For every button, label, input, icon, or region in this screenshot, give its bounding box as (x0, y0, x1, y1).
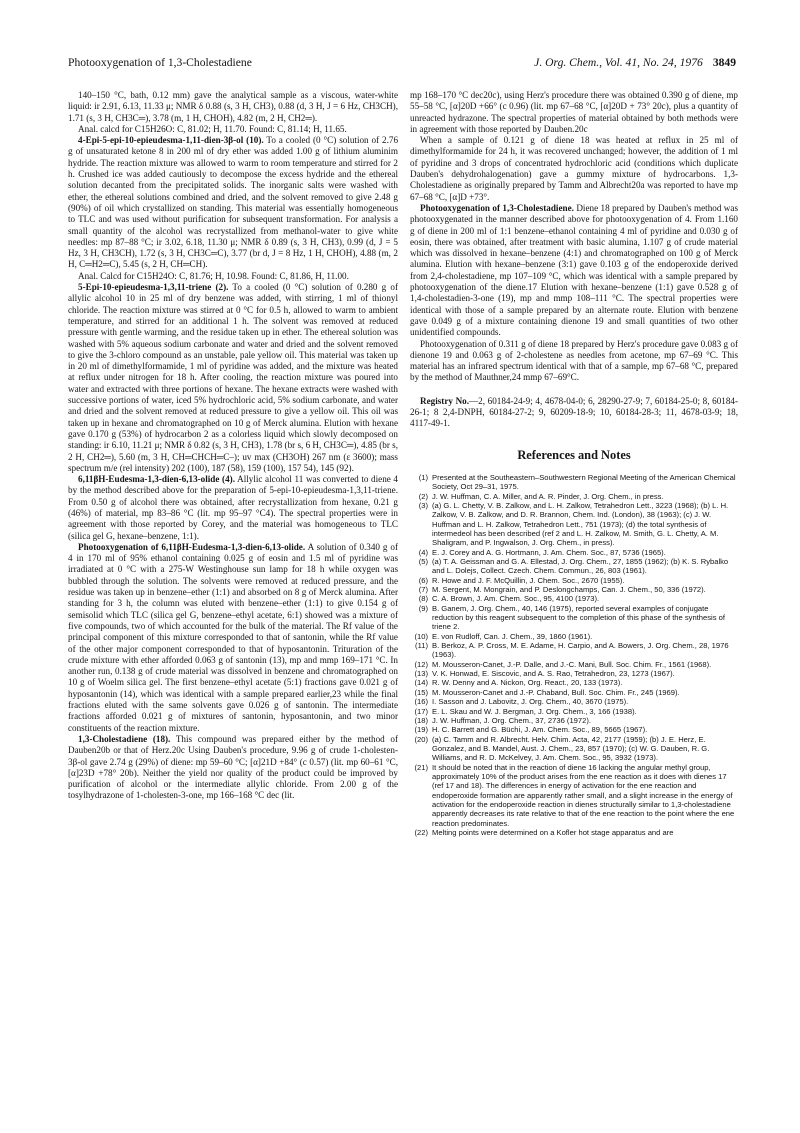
references-heading: References and Notes (517, 447, 631, 462)
paragraph (68, 90, 398, 124)
reference-text: (a) C. Tamm and R. Albrecht. Helv. Chim. Acta, 42, 2177 (1959); (b) J. E. Herz, E. Gonzalez, and B. Mandel, Aust. J. Chem., 23, 857 (1970); (c) W. G. Dauben, R. G. Williams, and R. D. McKelvey, J. Am. Chem. Soc., 95, 3932 (1973). (432, 734, 710, 763)
paragraph (410, 339, 738, 384)
references-list (410, 473, 738, 837)
reference-item (410, 576, 738, 585)
reference-number: (18) (414, 715, 428, 725)
reference-text: (a) G. L. Chetty, V. B. Zalkow, and L. H. Zalkow, Tetrahedron Lett., 3223 (1968); (b) L. H. Zalkow, V. B. Zalkow, and D. R. Brannon, Chem. Ind. (London), 38 (1963); (c) J. W. Huffman and L. H. Zalkow, Tetrahedron Lett., 751 (1973); (d) the total synthesis of intermedeol has been described (ref 2 and L. H. Zalkow, M. Smith, G. L. Chetty, A. M. Shaligram, and P. Ingwalson, J. Org. Chem., in press). (432, 500, 729, 548)
reference-number: (5) (418, 557, 428, 566)
reference-number: (15) (414, 687, 428, 697)
reference-text: H. C. Barrett and G. Büchi, J. Am. Chem. Soc., 89, 5665 (1967). (432, 725, 648, 735)
paragraph (410, 135, 738, 203)
left-column (68, 90, 398, 802)
reference-text: E. J. Corey and A. G. Hortmann, J. Am. Chem. Soc., 87, 5736 (1965). (432, 547, 666, 557)
reference-text: C. A. Brown, J. Am. Chem. Soc., 95, 4100 (1973). (432, 594, 600, 604)
reference-text: (a) T. A. Geissman and G. A. Ellestad, J. Org. Chem., 27, 1855 (1962); (b) K. S. Rybalko and L. Dolejs, Collect. Czech. Chem. Commun., 26, 803 (1961). (432, 557, 729, 576)
reference-number: (12) (414, 659, 428, 669)
reference-text: R. W. Denny and A. Nickon, Org. React., 20, 133 (1973). (432, 678, 623, 688)
paragraph (68, 124, 398, 135)
paragraph-text: Anal. calcd for C15H26O: C, 81.02; H, 11.70. Found: C, 81.14; H, 11.65. (78, 123, 347, 134)
reference-item (410, 473, 738, 492)
paragraph-heading: 4-Epi-5-epi-10-epieudesma-1,11-dien-3β-ol (10). (78, 135, 264, 146)
paragraph-text: Photooxygenation of 0.311 g of diene 18 prepared by Herz's procedure gave 0.083 g of dienone 19 and 0.063 g of 2-cholestene as needles from acetone, mp 67–69 °C. This material has an infrared spectrum identical with that of a sample, mp 67–68 °C, prepared by the method of Mauthner,24 mmp 67–69°C. (410, 338, 738, 383)
running-title: Photooxygenation of 1,3-Cholestadiene (68, 56, 252, 69)
reference-number: (11) (415, 641, 428, 651)
journal-citation (534, 56, 736, 69)
registry-numbers (410, 396, 738, 430)
reference-number: (17) (414, 706, 428, 716)
reference-item (410, 548, 738, 557)
reference-item (410, 669, 738, 678)
reference-item (410, 697, 738, 706)
reference-item (410, 557, 738, 576)
reference-number: (9) (418, 603, 428, 613)
reference-item (410, 763, 738, 828)
right-column (410, 90, 738, 837)
reference-number: (19) (414, 725, 428, 735)
reference-number: (20) (414, 734, 428, 744)
reference-number: (3) (418, 500, 428, 510)
paragraph-text: 140–150 °C, bath, 0.12 mm) gave the analytical sample as a viscous, water-white liquid: ir 2.91, 6.13, 11.33 μ; NMR δ 0.88 (s, 3 H, CH3), 0.88 (d, 3 H, J = 6 Hz, CH3CH), 1.71 (s, 3 H, CH3C═), 3.78 (m, 1 H, CHOH), 4.82 (m, 2 H, CH2═). (68, 90, 398, 123)
paragraph-text: A solution of 0.340 g of 4 in 170 ml of 95% ethanol containing 0.025 g of eosin and 1.5 ml of pyridine was irradiated at 0 °C with a 275-W Westinghouse sun lamp for 18 h while oxygen was bubbled through the solution. The solvents were removed at reduced pressure, and the residue was taken up in benzene–ether (1:1) and absorbed on 8 g of Merck alumina. After standing for 3 h, the column was eluted with benzene–ether (1:1) to give 0.154 g of semisolid which TLC (silica gel G, benzene–ethyl acetate, 6:1) showed was a mixture of five compounds, two of which accounted for the bulk of the material. The Rf value of the principal component of this mixture corresponded to that of santonin, while the Rf value of the other major component corresponded to that of hyposantonin. Trituration of the crude mixture with ether afforded 0.063 g of santonin (13), mp and mmp 169–171 °C. In another run, 0.138 g of crude material was dissolved in benzene and chromatographed on 10 g of Woelm silica gel. The first benzene–ethyl acetate (5:1) fractions gave 0.021 g of hyposantonin (14), which was identical with a sample prepared earlier,23 while the final fractions eluted with the same solvents gave 0.026 g of santonin. The intermediate fractions afforded 0.021 g of mixtures of santonin, hyposantonin, and two minor constituents of the reaction mixture. (68, 541, 398, 733)
reference-text: E. von Rudloff, Can. J. Chem., 39, 1860 (1961). (432, 631, 593, 641)
paragraph-text: To a cooled (0 °C) solution of 0.280 g of allylic alcohol 10 in 25 ml of dry benzene was added, with stirring, 1 ml of thionyl chloride. The reaction mixture was stirred at 0 °C for 0.5 h, allowed to warm to ambient temperature, and stirred for an additional 1 h. The solvent was removed at reduced pressure with gentle warming, and the residue taken up in ether. The ethereal solution was washed with 5% aqueous sodium carbonate and water and dried and the solvent removed to give the 3-chloro compound as an unstable, pale yellow oil. This material was taken up in 20 ml of dimethylformamide, 1 ml of pyridine was added, and the mixture was heated at reflux under nitrogen for 18 h. After cooling, the reaction mixture was poured into water and extracted with three portions of hexane. The hexane extracts were washed with successive portions of water, iced 5% hydrochloric acid, 5% sodium carbonate, and water and dried and the solvent removed at reduced pressure to give a yellow oil. This oil was taken up in hexane and chromatographed on 10 g of Merck alumina. Elution with hexane gave 0.170 g (53%) of hydrocarbon 2 as a colorless liquid which slowly decomposed on standing: ir 6.10, 11.21 μ; NMR δ 0.82 (s, 3 H, CH3), 1.78 (br s, 6 H, CH3C═), 4.85 (br s, 2 H, CH2═), 5.60 (m, 3 H, CH═CHCH═C–); uv max (CH3OH) 267 nm (ε 3600); mass spectrum m/e (rel intensity) 202 (100), 187 (58), 159 (100), 157 54), 145 (92). (68, 282, 398, 473)
reference-item (410, 501, 738, 548)
reference-text: J. W. Huffman, C. A. Miller, and A. R. Pinder, J. Org. Chem., in press. (432, 491, 664, 501)
paragraph-text: mp 168–170 °C dec20c), using Herz's procedure there was obtained 0.390 g of diene, mp 55–58 °C, [α]20D +66° (c 0.96) (lit. mp 67–68 °C, [α]20D + 73° 20c), plus a quantity of unreacted hydrazone. The spectral properties of material obtained by both methods were in agreement with those reported by Dauben.20c (410, 90, 738, 134)
reference-number: (1) (418, 472, 428, 482)
reference-number: (7) (418, 585, 428, 595)
registry-label: Registry No. (420, 395, 470, 406)
reference-number: (13) (414, 669, 428, 679)
paragraph-heading: Photooxygenation of 6,11βH-Eudesma-1,3-dien-6,13-olide. (78, 541, 306, 552)
paragraph (68, 282, 398, 474)
paragraph-heading: 6,11βH-Eudesma-1,3-dien-6,13-olide (4). (78, 474, 235, 485)
reference-text: M. Mousseron-Canet and J.-P. Chaband, Bull. Soc. Chim. Fr., 245 (1969). (432, 687, 680, 697)
paragraph (410, 203, 738, 339)
reference-item (410, 585, 738, 594)
reference-item (410, 632, 738, 641)
reference-number: (8) (418, 594, 428, 604)
reference-item (410, 707, 738, 716)
reference-number: (22) (414, 827, 428, 837)
reference-text: Melting points were determined on a Kofler hot stage apparatus and are (432, 827, 674, 837)
reference-text: B. Berkoz, A. P. Cross, M. E. Adame, H. Carpio, and A. Bowers, J. Org. Chem., 28, 1976 (1963). (432, 641, 729, 660)
paragraph-heading: 5-Epi-10-epieudesma-1,3,11-triene (2). (78, 282, 229, 293)
reference-item (410, 641, 738, 660)
reference-item (410, 716, 738, 725)
reference-text: I. Sasson and J. Labovitz, J. Org. Chem., 40, 3670 (1975). (432, 697, 629, 707)
reference-item (410, 735, 738, 763)
reference-text: V. K. Honwad, E. Siscovic, and A. S. Rao, Tetrahedron, 23, 1273 (1967). (432, 669, 675, 679)
right-column-body (410, 90, 738, 384)
reference-text: J. W. Huffman, J. Org. Chem., 37, 2736 (1972). (432, 715, 591, 725)
reference-item (410, 594, 738, 603)
journal-name: J. Org. Chem., Vol. 41, No. 24, 1976 (534, 56, 703, 69)
paragraph-heading: Photooxygenation of 1,3-Cholestadiene. (420, 202, 574, 213)
reference-item (410, 660, 738, 669)
reference-number: (2) (418, 491, 428, 501)
reference-number: (14) (414, 678, 428, 688)
paragraph (68, 271, 398, 282)
registry-text: —2, 60184-24-9; 4, 4678-04-0; 6, 28290-27-9; 7, 60184-25-0; 8, 60184-26-1; 8 2,4-DNPH, 60184-27-2; 9, 60209-18-9; 10, 60184-28-3; 11, 4678-03-9; 18, 4117-49-1. (410, 395, 738, 429)
reference-text: R. Howe and J. F. McQuillin, J. Chem. Soc., 2670 (1955). (432, 575, 625, 585)
reference-text: M. Sergent, M. Mongrain, and P. Deslongchamps, Can. J. Chem., 50, 336 (1972). (432, 585, 706, 595)
paragraph (68, 474, 398, 542)
reference-item (410, 492, 738, 501)
reference-item (410, 828, 738, 837)
paragraph-text: This compound was prepared either by the method of Dauben20b or that of Herz.20c Using Dauben's procedure, 9.96 g of crude 1-cholesten-3β-ol gave 2.74 g (29%) of diene: mp 59–60 °C; [α]21D +84° (c 0.57) (lit. mp 60–61 °C, [α]23D +78° 20b). Neither the yield nor quality of the product could be improved by purification of alcohol or the intermediate allylic chloride. From 2.00 g of the tosylhydrazone of 1-cholesten-3-one, mp 166–168 °C dec (lit. (68, 733, 398, 801)
reference-number: (10) (414, 631, 428, 641)
reference-text: Presented at the Southeastern–Southwestern Regional Meeting of the American Chemical Society, Oct 29–31, 1975. (432, 472, 736, 492)
paragraph (68, 135, 398, 271)
reference-text: E. L. Skau and W. J. Bergman, J. Org. Chem., 3, 166 (1938). (432, 706, 637, 716)
paragraph-text: When a sample of 0.121 g of diene 18 was heated at reflux in 25 ml of dimethylformamide for 24 h, it was recovered unchanged; however, the addition of 1 ml of pyridine and 3 drops of concentrated hydrochloric acid (conditions which duplicate Dauben's dehydrohalogenation) gave a gummy mixture of hydrocarbons. 1,3-Cholestadiene as originally prepared by Tamm and Albrecht20a was reported to have mp 67–68 °C, [α]D +73°. (410, 135, 738, 202)
paragraph (410, 90, 738, 135)
reference-item (410, 688, 738, 697)
running-header (68, 56, 736, 72)
reference-text: B. Ganem, J. Org. Chem., 40, 146 (1975), reported several examples of conjugate reduction by this reagent subsequent to the completion of this phase of the synthesis of triene 2. (432, 603, 725, 632)
reference-text: It should be noted that in the reaction of diene 16 lacking the angular methyl group, approximately 10% of the product arises from the ene reaction as it does with dienes 17 (ref 17 and 18). The differences in energy of activation for the ene reaction and endoperoxide formation are apparently rather small, and a slight increase in the energy of activation for the endoperoxide reaction in dienes structurally similar to 1,3-cholestadiene apparently decreases its rate relative to that of the ene reaction to the point where the ene reaction predominates. (432, 762, 735, 828)
reference-number: (16) (414, 697, 428, 707)
reference-number: (6) (418, 575, 428, 585)
paragraph-text: Diene 18 prepared by Dauben's method was photooxygenated in the manner described above for photooxygenation of 4. From 1.160 g of diene in 200 ml of 1:1 benzene–ethanol containing 4 ml of pyridine and 0.030 g of eosin, there was obtained, after treatment with basic alumina, 1.107 g of crude material which was dissolved in hexane–benzene (4:1) and chromatographed on 100 g of Merck alumina. Elution with hexane–benzene (3:1) gave 0.103 g of the endoperoxide derived from 2,4-cholestadiene, mp 107–109 °C, which was identical with a sample prepared by photooxygenation of the diene.17 Elution with hexane–benzene (1:1) gave 0.528 g of 1,4-cholestadien-3-one (19), mp and mmp 108–111 °C. The spectral properties were identical with those of a sample prepared by an alternate route. Elution with benzene gave 0.049 g of a mixture containing dienone 19 and small quantities of two other unidentified compounds. (410, 202, 738, 338)
paragraph-text: To a cooled (0 °C) solution of 2.76 g of unsaturated ketone 8 in 200 ml of dry ether was added 1.00 g of lithium aluminim hydride. The reaction mixture was allowed to warm to room temperature and stirred for 2 h. Crushed ice was added cautiously to decompose the excess hydride and the ethereal solution decanted from the precipitated solids. The inorganic salts were washed with ether, the ethereal solutions combined and dried, and the solvent removed to give 2.48 g (90%) of oil which crystallized on standing. This material was essentially homogeneous to TLC and was used without purification for subsequent transformation. For analysis a small quantity of the alcohol was recrystallized from methanol-water to give white needles: mp 87–88 °C; ir 3.02, 6.18, 11.30 μ; NMR δ 0.89 (s, 3 H, CH3), 0.99 (d, J = 5 Hz, 3 H, CH3CH), 1.72 (s, 3 H, CH3C═C), 3.77 (br d, J = 8 Hz, 1 H, CHOH), 4.88 (m, 2 H, C═H2═C), 5.45 (s, 2 H, CH═CH). (68, 135, 399, 270)
paragraph-heading: 1,3-Cholestadiene (18). (78, 733, 171, 744)
paragraph (68, 734, 398, 802)
paragraph (68, 542, 398, 734)
reference-item (410, 725, 738, 734)
reference-item (410, 604, 738, 632)
paragraph-text: Allylic alcohol 11 was converted to diene 4 by the method described above for the preparation of 5-epi-10-epieudesma-1,3,11-triene. From 0.50 g of alcohol there was obtained, after recrystallization from hexane, 0.21 g (46%) of material, mp 83–86 °C (lit. mp 95–97 °C4). The spectral properties were in agreement with those reported by Corey, and the material was homogeneous to TLC (silica gel G, hexane–benzene, 1:1). (68, 474, 398, 541)
reference-item (410, 678, 738, 687)
reference-number: (21) (414, 762, 428, 772)
page-number: 3849 (712, 56, 736, 69)
reference-text: M. Mousseron-Canet, J.-P. Dalle, and J.-C. Mani, Bull. Soc. Chim. Fr., 1561 (1968). (432, 659, 712, 669)
paragraph-text: Anal. Calcd for C15H24O: C, 81.76; H, 10.98. Found: C, 81.86, H, 11.00. (78, 270, 349, 281)
reference-number: (4) (418, 547, 428, 557)
